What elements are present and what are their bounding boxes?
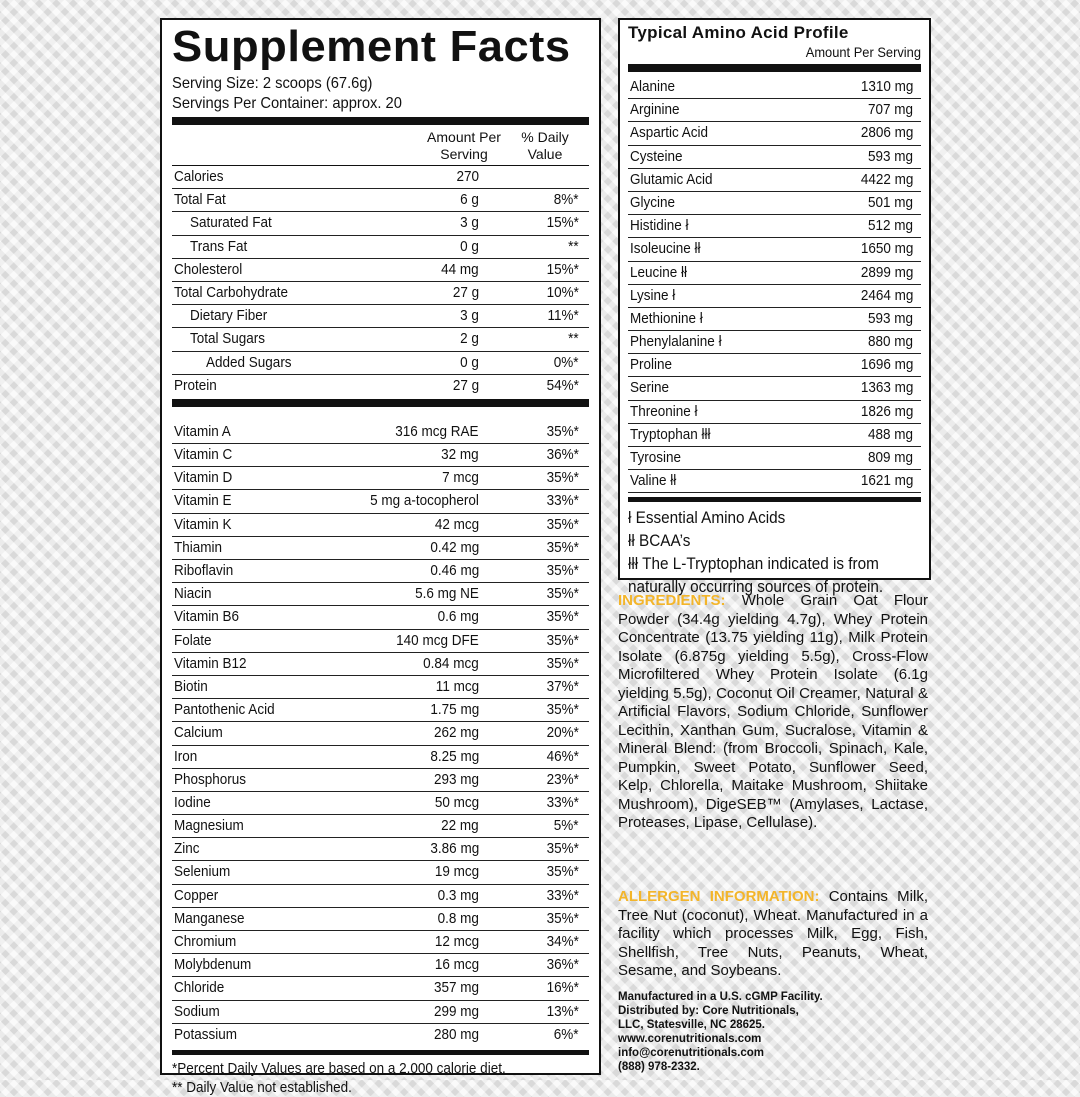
supplement-facts-title: Supplement Facts bbox=[172, 22, 571, 71]
mfg-email-link[interactable]: info@corenutritionals.com bbox=[618, 1047, 765, 1059]
amino-acid-name: Glycine bbox=[630, 193, 676, 211]
nutrient-daily-value: 46%* bbox=[546, 747, 579, 765]
amino-acid-row bbox=[628, 146, 921, 169]
nutrient-row bbox=[172, 305, 589, 328]
amino-acid-name: Isoleucine łł bbox=[630, 240, 701, 258]
nutrient-daily-value: ** bbox=[568, 330, 579, 348]
nutrient-amount: 42 mcg bbox=[434, 515, 479, 533]
nutrient-row bbox=[172, 630, 589, 653]
nutrient-amount: 2 g bbox=[460, 330, 479, 348]
nutrient-name: Riboflavin bbox=[174, 562, 234, 579]
amino-acid-amount: 593 mg bbox=[867, 309, 913, 327]
amino-acid-row bbox=[628, 285, 921, 308]
amino-acid-row bbox=[628, 122, 921, 145]
nutrient-row bbox=[172, 259, 589, 282]
column-dv-label: % Daily Value bbox=[521, 129, 569, 162]
nutrient-name: Vitamin B12 bbox=[174, 654, 247, 672]
nutrient-row bbox=[172, 490, 589, 513]
amino-acid-name: Aspartic Acid bbox=[630, 124, 709, 142]
nutrient-daily-value: 0%* bbox=[554, 353, 579, 371]
nutrient-daily-value: 35%* bbox=[546, 585, 579, 603]
footnote-daily-values bbox=[172, 1055, 547, 1097]
amino-acid-row bbox=[628, 238, 921, 261]
ingredients-label: INGREDIENTS: bbox=[618, 592, 726, 609]
nutrient-name: Pantothenic Acid bbox=[174, 701, 275, 719]
amino-acid-row bbox=[628, 354, 921, 377]
nutrient-amount: 0.3 mg bbox=[437, 886, 479, 904]
amino-acid-amount: 2806 mg bbox=[860, 124, 913, 142]
amino-acid-row bbox=[628, 99, 921, 122]
nutrient-row bbox=[172, 908, 589, 931]
nutrient-name: Vitamin D bbox=[174, 469, 233, 487]
nutrient-daily-value: 36%* bbox=[546, 956, 579, 974]
amino-acid-list bbox=[628, 76, 921, 493]
nutrient-row bbox=[172, 352, 589, 375]
manufacturer-info bbox=[618, 990, 938, 1074]
column-header bbox=[172, 125, 589, 166]
nutrient-daily-value: 37%* bbox=[546, 677, 579, 695]
nutrient-name: Phosphorus bbox=[174, 770, 247, 788]
amino-acid-amount: 1696 mg bbox=[860, 356, 913, 374]
nutrient-row bbox=[172, 746, 589, 769]
amino-subtitle: Amount Per Serving bbox=[805, 44, 921, 60]
nutrient-amount: 5.6 mg NE bbox=[415, 585, 479, 603]
nutrient-name: Vitamin K bbox=[174, 515, 232, 533]
nutrient-amount: 0.6 mg bbox=[437, 608, 479, 626]
amino-acid-name: Tryptophan łłł bbox=[630, 425, 711, 443]
amino-acid-name: Cysteine bbox=[630, 147, 683, 165]
nutrient-row bbox=[172, 885, 589, 908]
amino-acid-amount: 512 mg bbox=[867, 217, 913, 235]
amino-acid-name: Glutamic Acid bbox=[630, 170, 713, 188]
nutrient-daily-value: 10%* bbox=[546, 283, 579, 301]
amino-acid-name: Serine bbox=[630, 379, 670, 397]
nutrient-daily-value: 5%* bbox=[554, 817, 579, 835]
allergen-block bbox=[618, 888, 928, 981]
nutrient-amount: 1.75 mg bbox=[430, 701, 479, 719]
amino-acid-amount: 809 mg bbox=[867, 449, 913, 466]
nutrient-amount: 12 mcg bbox=[434, 933, 479, 950]
nutrient-name: Iodine bbox=[174, 793, 211, 811]
nutrient-amount: 27 g bbox=[452, 376, 479, 394]
allergen-label: ALLERGEN INFORMATION: bbox=[618, 888, 820, 905]
nutrient-row bbox=[172, 583, 589, 606]
mfg-phone: (888) 978-2332. bbox=[618, 1061, 700, 1073]
legend-tryptophan-2: naturally occurring sources of protein. bbox=[628, 577, 884, 597]
nutrient-daily-value: 15%* bbox=[546, 260, 579, 278]
amino-acid-name: Lysine ł bbox=[630, 286, 676, 304]
footnote-1: *Percent Daily Values are based on a 2,000 calorie diet. bbox=[172, 1059, 506, 1077]
nutrient-row bbox=[172, 676, 589, 699]
allergen-text: Contains Milk, Tree Nut (coconut), Wheat. Manufactured in a facility which processes Milk, Egg, Fish, Shellfish, Tree Nuts, Peanuts, Wheat, Sesame, and Soybeans. bbox=[618, 888, 928, 979]
nutrient-amount: 19 mcg bbox=[434, 863, 479, 881]
nutrient-row bbox=[172, 931, 589, 954]
amino-acid-amount: 1363 mg bbox=[860, 379, 913, 397]
mfg-line-1: Manufactured in a U.S. cGMP Facility. bbox=[618, 991, 823, 1003]
nutrient-row bbox=[172, 606, 589, 629]
divider-thick bbox=[628, 64, 921, 72]
amino-acid-row bbox=[628, 262, 921, 285]
supplement-facts-panel bbox=[160, 18, 601, 1096]
nutrient-row bbox=[172, 1001, 589, 1024]
nutrient-row bbox=[172, 560, 589, 583]
amino-acid-name: Methionine ł bbox=[630, 309, 703, 327]
nutrient-amount: 32 mg bbox=[441, 446, 479, 464]
nutrient-row bbox=[172, 977, 589, 1000]
nutrient-daily-value: 35%* bbox=[546, 515, 579, 533]
amino-acid-amount: 1650 mg bbox=[860, 240, 913, 258]
amino-acid-row bbox=[628, 470, 921, 493]
amino-acid-row bbox=[628, 401, 921, 424]
nutrient-row bbox=[172, 421, 589, 444]
nutrient-name: Chromium bbox=[174, 933, 237, 950]
nutrient-row bbox=[172, 189, 589, 212]
nutrient-amount: 0 g bbox=[460, 353, 479, 371]
amino-acid-amount: 4422 mg bbox=[860, 170, 913, 188]
nutrient-daily-value: 15%* bbox=[546, 214, 579, 232]
legend-bcaa: łł BCAA’s bbox=[628, 531, 691, 551]
nutrient-row bbox=[172, 815, 589, 838]
nutrient-amount: 0 g bbox=[460, 237, 479, 255]
nutrient-name: Protein bbox=[174, 376, 217, 394]
nutrient-daily-value: 11%* bbox=[547, 307, 579, 325]
nutrient-daily-value: 16%* bbox=[546, 979, 579, 997]
nutrient-name: Vitamin A bbox=[174, 422, 231, 440]
nutrient-amount: 8.25 mg bbox=[430, 747, 479, 765]
nutrient-name: Magnesium bbox=[174, 817, 244, 835]
nutrient-daily-value: 33%* bbox=[546, 492, 579, 510]
nutrient-row bbox=[172, 838, 589, 861]
nutrient-daily-value: 35%* bbox=[546, 608, 579, 626]
nutrient-amount: 3 g bbox=[460, 214, 479, 232]
amino-acid-name: Valine łł bbox=[630, 472, 677, 490]
amino-acid-name: Arginine bbox=[630, 101, 680, 119]
nutrient-name: Zinc bbox=[174, 840, 200, 858]
nutrient-amount: 6 g bbox=[460, 191, 479, 209]
nutrient-row bbox=[172, 861, 589, 884]
nutrient-name: Copper bbox=[174, 886, 219, 904]
nutrient-row bbox=[172, 722, 589, 745]
nutrient-amount: 357 mg bbox=[433, 979, 479, 997]
nutrient-name: Selenium bbox=[174, 863, 231, 881]
nutrient-amount: 3 g bbox=[460, 307, 479, 325]
amino-acid-row bbox=[628, 192, 921, 215]
ingredients-block bbox=[618, 592, 928, 833]
amino-acid-name: Leucine łł bbox=[630, 263, 688, 281]
nutrient-amount: 0.46 mg bbox=[430, 562, 479, 579]
nutrient-amount: 262 mg bbox=[433, 724, 479, 742]
column-amount-label: Amount Per Serving bbox=[427, 129, 501, 162]
nutrient-amount: 7 mcg bbox=[442, 469, 479, 487]
nutrient-name: Folate bbox=[174, 631, 212, 649]
amino-acid-row bbox=[628, 447, 921, 470]
nutrient-name: Thiamin bbox=[174, 538, 223, 556]
nutrient-amount: 316 mcg RAE bbox=[395, 422, 479, 440]
legend-essential: ł Essential Amino Acids bbox=[628, 508, 786, 528]
serving-size: Serving Size: 2 scoops (67.6g) bbox=[172, 75, 373, 92]
macro-nutrient-list bbox=[172, 166, 589, 397]
nutrient-row bbox=[172, 166, 589, 189]
nutrient-name: Total Carbohydrate bbox=[174, 283, 289, 301]
nutrient-amount: 11 mcg bbox=[435, 677, 479, 695]
nutrient-name: Iron bbox=[174, 747, 198, 765]
divider-thick bbox=[172, 399, 589, 407]
nutrient-daily-value: 8%* bbox=[554, 191, 579, 209]
amino-acid-name: Alanine bbox=[630, 78, 676, 95]
nutrient-daily-value: 34%* bbox=[546, 933, 579, 950]
amino-acid-panel bbox=[618, 18, 931, 597]
nutrient-row bbox=[172, 537, 589, 560]
nutrient-daily-value: ** bbox=[568, 237, 579, 255]
nutrient-name: Total Sugars bbox=[190, 330, 266, 348]
nutrient-daily-value: 33%* bbox=[546, 793, 579, 811]
nutrient-daily-value: 35%* bbox=[546, 469, 579, 487]
nutrient-name: Niacin bbox=[174, 585, 212, 603]
nutrient-row bbox=[172, 769, 589, 792]
nutrient-row bbox=[172, 212, 589, 235]
amino-acid-amount: 1826 mg bbox=[860, 402, 913, 420]
amino-acid-row bbox=[628, 308, 921, 331]
nutrient-name: Saturated Fat bbox=[190, 214, 272, 232]
amino-acid-name: Threonine ł bbox=[630, 402, 698, 420]
nutrient-name: Calcium bbox=[174, 724, 223, 742]
nutrient-amount: 299 mg bbox=[433, 1002, 479, 1020]
nutrient-daily-value: 35%* bbox=[546, 422, 579, 440]
amino-acid-row bbox=[628, 424, 921, 447]
micro-nutrient-list bbox=[172, 421, 589, 1046]
nutrient-row bbox=[172, 328, 589, 351]
nutrient-row bbox=[172, 467, 589, 490]
amino-acid-amount: 707 mg bbox=[867, 101, 913, 119]
nutrient-row bbox=[172, 954, 589, 977]
nutrient-amount: 270 bbox=[456, 168, 479, 185]
amino-title: Typical Amino Acid Profile bbox=[628, 23, 849, 42]
nutrient-row bbox=[172, 282, 589, 305]
nutrient-daily-value: 35%* bbox=[546, 840, 579, 858]
nutrient-name: Calories bbox=[174, 168, 224, 185]
nutrient-name: Molybdenum bbox=[174, 956, 252, 974]
nutrient-daily-value: 54%* bbox=[546, 376, 579, 394]
nutrient-row bbox=[172, 444, 589, 467]
nutrient-daily-value: 23%* bbox=[546, 770, 579, 788]
amino-acid-amount: 488 mg bbox=[867, 425, 913, 443]
amino-acid-amount: 880 mg bbox=[867, 333, 913, 351]
amino-acid-amount: 501 mg bbox=[867, 193, 913, 211]
nutrient-amount: 44 mg bbox=[441, 260, 479, 278]
nutrient-name: Dietary Fiber bbox=[190, 307, 268, 325]
nutrient-daily-value: 13%* bbox=[546, 1002, 579, 1020]
nutrient-name: Cholesterol bbox=[174, 260, 243, 278]
nutrient-name: Sodium bbox=[174, 1002, 220, 1020]
amino-acid-row bbox=[628, 76, 921, 99]
nutrient-row bbox=[172, 792, 589, 815]
nutrient-name: Vitamin E bbox=[174, 492, 232, 510]
divider-thick bbox=[172, 117, 589, 125]
nutrient-name: Vitamin B6 bbox=[174, 608, 240, 626]
nutrient-row bbox=[172, 236, 589, 259]
footnote-2: ** Daily Value not established. bbox=[172, 1078, 352, 1096]
nutrient-amount: 0.42 mg bbox=[430, 538, 479, 556]
nutrient-daily-value: 35%* bbox=[546, 631, 579, 649]
amino-acid-amount: 2899 mg bbox=[860, 263, 913, 281]
nutrient-daily-value: 35%* bbox=[546, 863, 579, 881]
nutrient-name: Potassium bbox=[174, 1025, 238, 1043]
nutrient-daily-value: 35%* bbox=[546, 654, 579, 672]
nutrient-amount: 22 mg bbox=[441, 817, 479, 835]
amino-acid-amount: 1310 mg bbox=[860, 78, 913, 95]
nutrient-name: Vitamin C bbox=[174, 446, 233, 464]
nutrient-name: Added Sugars bbox=[206, 353, 292, 371]
nutrient-name: Chloride bbox=[174, 979, 225, 997]
amino-acid-row bbox=[628, 169, 921, 192]
nutrient-amount: 27 g bbox=[452, 283, 479, 301]
nutrient-row bbox=[172, 514, 589, 537]
nutrient-daily-value: 6%* bbox=[554, 1025, 579, 1043]
nutrient-daily-value: 35%* bbox=[546, 909, 579, 927]
servings-per-container: Servings Per Container: approx. 20 bbox=[172, 95, 402, 112]
nutrient-row bbox=[172, 653, 589, 676]
mfg-website-link[interactable]: www.corenutritionals.com bbox=[618, 1033, 762, 1045]
nutrient-daily-value: 36%* bbox=[546, 446, 579, 464]
amino-acid-row bbox=[628, 331, 921, 354]
nutrient-row bbox=[172, 375, 589, 397]
amino-acid-name: Proline bbox=[630, 356, 673, 374]
nutrient-name: Biotin bbox=[174, 677, 208, 695]
mfg-line-3: LLC, Statesville, NC 28625. bbox=[618, 1019, 766, 1031]
nutrient-amount: 5 mg a-tocopherol bbox=[370, 492, 479, 510]
amino-acid-name: Histidine ł bbox=[630, 217, 689, 235]
nutrient-daily-value: 35%* bbox=[546, 538, 579, 556]
nutrient-daily-value: 35%* bbox=[546, 701, 579, 719]
nutrient-row bbox=[172, 1024, 589, 1046]
nutrient-daily-value: 35%* bbox=[546, 562, 579, 579]
amino-legend bbox=[628, 502, 921, 598]
nutrient-amount: 16 mcg bbox=[434, 956, 479, 974]
nutrient-amount: 0.8 mg bbox=[437, 909, 479, 927]
legend-tryptophan-1: łłł The L-Tryptophan indicated is from bbox=[628, 554, 879, 574]
nutrient-row bbox=[172, 699, 589, 722]
nutrient-name: Trans Fat bbox=[190, 237, 248, 255]
nutrient-amount: 140 mcg DFE bbox=[396, 631, 479, 649]
amino-acid-name: Phenylalanine ł bbox=[630, 333, 722, 351]
nutrient-name: Total Fat bbox=[174, 191, 226, 209]
amino-acid-amount: 593 mg bbox=[867, 147, 913, 165]
mfg-line-2: Distributed by: Core Nutritionals, bbox=[618, 1005, 799, 1017]
amino-acid-name: Tyrosine bbox=[630, 449, 682, 466]
ingredients-text: Whole Grain Oat Flour Powder (34.4g yielding 4.7g), Whey Protein Concentrate (13.75 yielding 11g), Milk Protein Isolate (6.875g yielding 5.5g), Cross-Flow Microfiltered Whey Protein Isolate (6.1g yielding 5.5g), Coconut Oil Creamer, Natural & Artificial Flavors, Sodium Chloride, Sunflower Lecithin, Xanthan Gum, Sucralose, Vitamin & Mineral Blend: (from Broccoli, Spinach, Kale, Pumpkin, Sweet Potato, Sunflower Seed, Kelp, Chlorella, Maitake Mushroom, Shiitake Mushroom), DigeSEB™ (Amylases, Lactase, Proteases, Lipase, Cellulase). bbox=[618, 592, 928, 831]
nutrient-amount: 0.84 mcg bbox=[423, 654, 479, 672]
nutrient-amount: 293 mg bbox=[433, 770, 479, 788]
nutrient-amount: 280 mg bbox=[433, 1025, 479, 1043]
amino-acid-amount: 1621 mg bbox=[860, 472, 913, 490]
nutrient-amount: 50 mcg bbox=[434, 793, 479, 811]
nutrient-daily-value: 33%* bbox=[546, 886, 579, 904]
nutrient-amount: 3.86 mg bbox=[430, 840, 479, 858]
amino-acid-amount: 2464 mg bbox=[860, 286, 913, 304]
nutrient-name: Manganese bbox=[174, 909, 245, 927]
amino-acid-row bbox=[628, 215, 921, 238]
amino-acid-row bbox=[628, 377, 921, 400]
nutrient-daily-value: 20%* bbox=[546, 724, 579, 742]
